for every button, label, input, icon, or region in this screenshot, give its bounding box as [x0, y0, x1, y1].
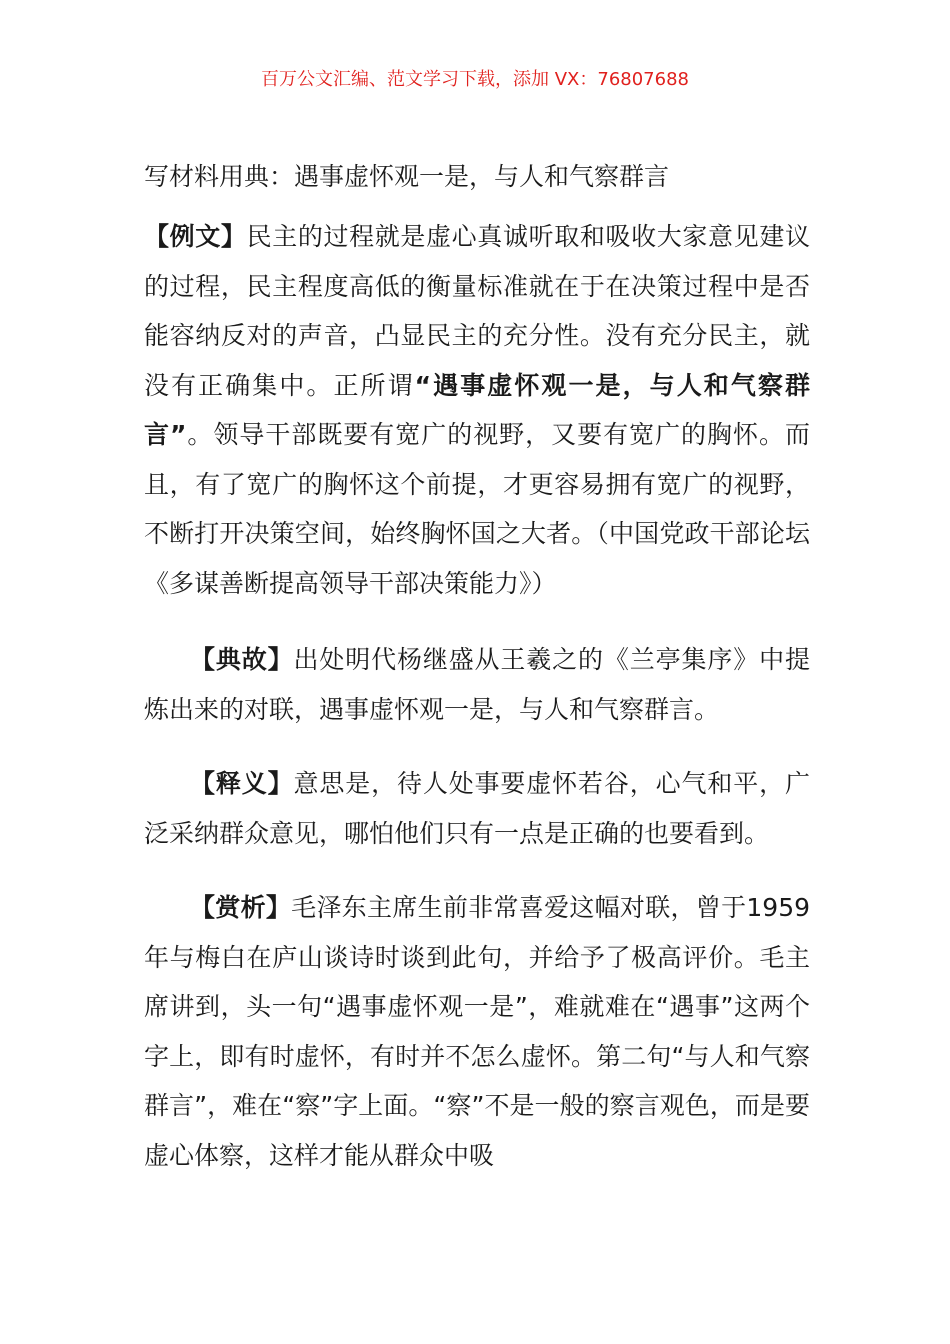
promo-header: 百万公文汇编、范文学习下载，添加 VX：76807688 — [261, 69, 689, 90]
allusion-paragraph — [144, 635, 810, 734]
appreciation-label: 【赏析】 — [190, 893, 292, 922]
meaning-paragraph — [144, 759, 810, 858]
meaning-text: 意思是，待人处事要虚怀若谷，心气和平，广泛采纳群众意见，哪怕他们只有一点是正确的也要看到。 — [144, 769, 810, 848]
allusion-text: 出处明代杨继盛从王羲之的《兰亭集序》中提炼出来的对联，遇事虚怀观一是，与人和气察群言。 — [144, 645, 810, 724]
example-label: 【例文】 — [144, 222, 247, 251]
example-text-a: 民主的过程就是虚心真诚听取和吸收大家意见建议的过程，民主程度高低的衡量标准就在于在决策过程中是否能容纳反对的声音，凸显民主的充分性。没有充分民主，就没有正确集中。正所谓 — [144, 222, 810, 400]
allusion-label: 【典故】 — [190, 645, 294, 674]
appreciation-text: 毛泽东主席生前非常喜爱这幅对联，曾于1959年与梅白在庐山谈诗时谈到此句，并给予了极高评价。毛主席讲到，头一句“遇事虚怀观一是”，难就难在“遇事”这两个字上，即有时虚怀，有时并不怎么虚怀。第二句“与人和气察群言”，难在“察”字上面。“察”不是一般的察言观色，而是要虚心体察，这样才能从群众中吸 — [144, 893, 810, 1170]
example-paragraph — [144, 212, 810, 608]
meaning-label: 【释义】 — [190, 769, 294, 798]
article-title: 写材料用典：遇事虚怀观一是，与人和气察群言 — [144, 162, 670, 191]
example-text-b: 。领导干部既要有宽广的视野，又要有宽广的胸怀。而且，有了宽广的胸怀这个前提，才更容易拥有宽广的视野，不断打开决策空间，始终胸怀国之大者。（中国党政干部论坛《多谋善断提高领导干部决策能力》） — [144, 420, 810, 598]
example-quote: “遇事虚怀观一是，与人和气察群言” — [144, 370, 810, 449]
appreciation-paragraph — [144, 883, 810, 1180]
